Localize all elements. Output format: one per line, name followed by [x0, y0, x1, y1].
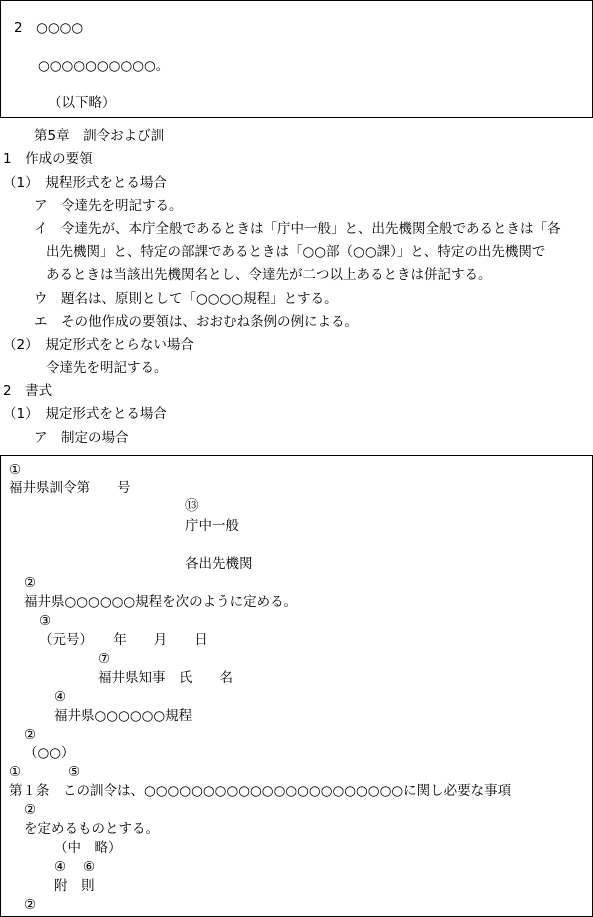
item-a: ア 令達先を明記する。	[34, 198, 183, 214]
subsection-1-2-text: 令達先を明記する。	[46, 360, 168, 376]
marker-2-c: ②	[24, 802, 37, 818]
supplementary-provisions: 附 則	[54, 878, 95, 894]
marker-2-b: ②	[24, 727, 37, 743]
addressee-branch-offices: 各出先機関	[185, 556, 253, 572]
article-1-line: 第１条 この訓令は、○○○○○○○○○○○○○○○○○○○○○○に関し必要な事項	[9, 783, 512, 799]
item-i-line-1: イ 令達先が、本庁全般であるときは「庁中一般」と、出先機関全般であるときは「各	[34, 221, 561, 237]
marker-6: ⑥	[83, 859, 96, 875]
omitted-note: （中 略）	[54, 840, 122, 856]
section-1-heading: 1 作成の要領	[3, 151, 93, 167]
signer-line: 福井県知事 氏 名	[98, 670, 233, 686]
article-1-continuation: を定めるものとする。	[24, 821, 159, 837]
directive-number-line: 福井県訓令第 号	[9, 480, 131, 496]
marker-1: ①	[9, 462, 22, 478]
marker-7: ⑦	[98, 651, 111, 667]
item-u: ウ 題名は、原則として「○○○○規程」とする。	[34, 291, 338, 307]
marker-1-b: ①	[9, 764, 22, 780]
subsection-1-1-heading: （1） 規程形式をとる場合	[3, 175, 167, 191]
marker-4: ④	[54, 689, 67, 705]
excerpt-line-2: ○○○○○○○○○○。	[38, 58, 170, 74]
item-e: エ その他作成の要領は、おおむね条例の例による。	[34, 314, 358, 330]
article-caption: （○○）	[24, 745, 75, 761]
subsection-1-2-heading: （2） 規定形式をとらない場合	[3, 337, 194, 353]
chapter-heading: 第5章 訓令および訓	[34, 128, 165, 144]
marker-4-b: ④	[54, 859, 67, 875]
marker-2: ②	[24, 575, 37, 591]
subsection-2-1-heading: （1） 規定形式をとる場合	[3, 406, 167, 422]
date-line: （元号） 年 月 日	[39, 632, 208, 648]
excerpt-line-3: （以下略）	[48, 95, 116, 111]
item-i-line-2: 出先機関」と、特定の部課であるときは「○○部（○○課）」と、特定の出先機関で	[46, 244, 546, 260]
section-2-heading: 2 書式	[3, 383, 53, 399]
addressee-headquarters: 庁中一般	[185, 518, 239, 534]
excerpt-line-1: 2 ○○○○	[14, 20, 84, 36]
marker-2-d: ②	[24, 897, 37, 913]
regulation-title: 福井県○○○○○○規程	[54, 708, 193, 724]
enactment-line: 福井県○○○○○○規程を次のように定める。	[24, 594, 298, 610]
subsection-2-1-item-a: ア 制定の場合	[34, 430, 129, 446]
marker-13: ⑬	[185, 498, 199, 514]
item-i-line-3: あるときは当該出先機関名とし、令達先が二つ以上あるときは併記する。	[46, 267, 492, 283]
marker-3: ③	[39, 613, 52, 629]
marker-5: ⑤	[68, 764, 81, 780]
